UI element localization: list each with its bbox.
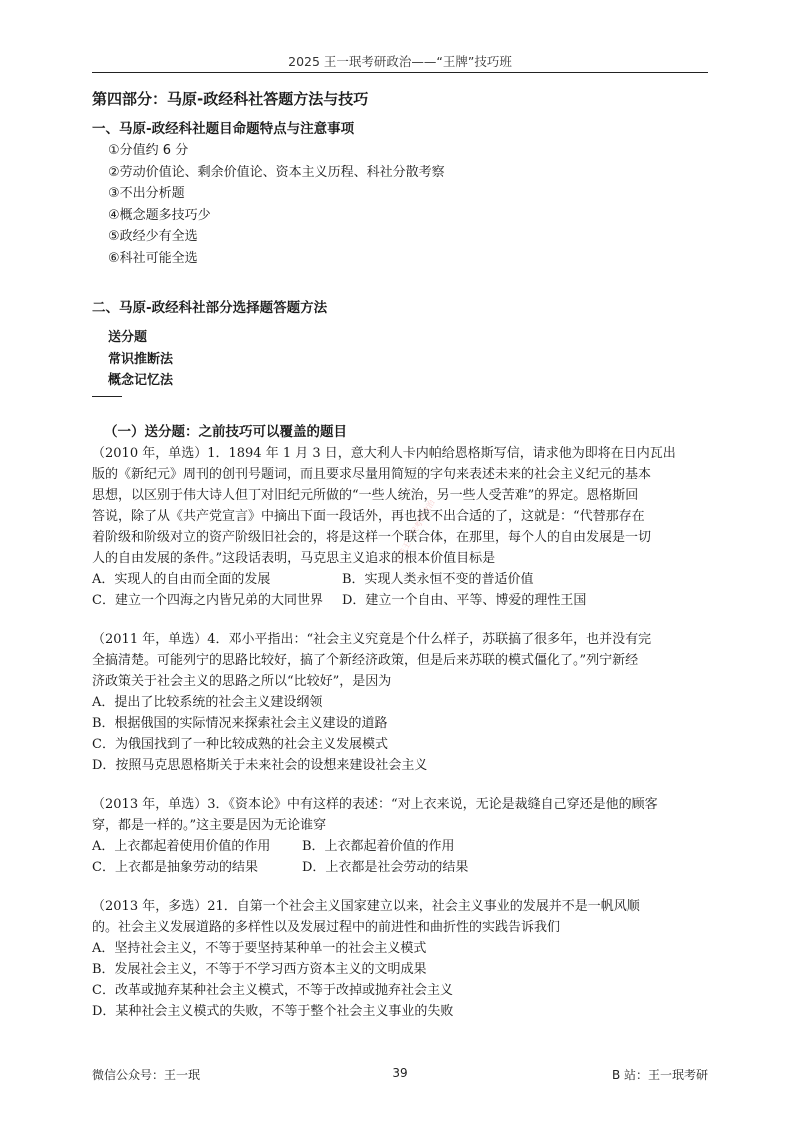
option-d: D．上衣都是社会劳动的结果 xyxy=(302,859,469,875)
question-stem-line: 版的《新纪元》周刊的创刊号题词，而且要求尽量用简短的字句来表述未来的社会主义纪元的基本 xyxy=(92,466,652,482)
question-stem-line: 的。社会主义发展道路的多样性以及发展过程中的前进性和曲折性的实践告诉我们 xyxy=(92,919,561,935)
question-stem-line: 全搞清楚。可能列宁的思路比较好，搞了个新经济政策，但是后来苏联的模式僵化了。”列宁新经 xyxy=(92,652,639,668)
question-block xyxy=(92,794,708,878)
header-divider xyxy=(92,72,708,73)
list-item: ⑤政经少有全选 xyxy=(108,229,198,244)
option-c: C．为俄国找到了一种比较成熟的社会主义发展模式 xyxy=(92,736,388,752)
question-block xyxy=(92,443,708,611)
option-d: D．某种社会主义模式的失败，不等于整个社会主义事业的失败 xyxy=(92,1003,454,1019)
watermark: 认准王一珉考研政治 xyxy=(392,498,437,565)
option-d: D．建立一个自由、平等、博爱的理性王国 xyxy=(342,592,587,608)
method-item: 概念记忆法 xyxy=(108,373,174,388)
list-item: ③不出分析题 xyxy=(108,186,185,201)
option-b: B．发展社会主义，不等于不学习西方资本主义的文明成果 xyxy=(92,961,427,977)
section1-list xyxy=(92,140,708,269)
option-b: B．实现人类永恒不变的普适价值 xyxy=(342,571,534,587)
part-title: 第四部分：马原-政经科社答题方法与技巧 xyxy=(92,90,369,108)
option-c: C．上衣都是抽象劳动的结果 xyxy=(92,859,258,875)
option-row xyxy=(92,569,708,590)
option-b: B．根据俄国的实际情况来探索社会主义建设的道路 xyxy=(92,715,388,731)
footer-wechat: 微信公众号：王一珉 xyxy=(92,1068,201,1082)
question-stem-line: 思想，以区别于伟大诗人但丁对旧纪元所做的“一些人统治，另一些人受苦难”的界定。恩格斯回 xyxy=(92,487,639,503)
question-stem-line: （2011 年，单选）4．邓小平指出：“社会主义究竟是个什么样子，苏联搞了很多年，也并没有完 xyxy=(92,631,652,647)
question-stem-line: 着阶级和阶级对立的资产阶级旧社会的，将是这样一个联合体，在那里，每个人的自由发展是一切 xyxy=(92,529,652,545)
option-row xyxy=(92,590,708,611)
page-content xyxy=(92,86,708,1022)
option-d: D．按照马克思恩格斯关于未来社会的设想来建设社会主义 xyxy=(92,757,428,773)
method-item: 送分题 xyxy=(108,330,148,345)
question-stem-line: 穿，都是一样的。”这主要是因为无论谁穿 xyxy=(92,817,327,833)
list-item: ④概念题多技巧少 xyxy=(108,207,211,223)
option-c: C．改革或抛弃某种社会主义模式，不等于改掉或抛弃社会主义 xyxy=(92,982,453,998)
page-header-title: 2025 王一珉考研政治——“王牌”技巧班 xyxy=(288,54,512,69)
method-list xyxy=(92,327,708,392)
option-row xyxy=(92,836,708,857)
option-a: A．上衣都起着使用价值的作用 xyxy=(92,838,271,854)
list-item: ②劳动价值论、剩余价值论、资本主义历程、科社分散考察 xyxy=(108,164,445,180)
option-a: A．实现人的自由而全面的发展 xyxy=(92,571,271,587)
list-item: ①分值约 6 分 xyxy=(108,143,189,158)
question-stem-line: （2013 年，单选）3．《资本论》中有这样的表述：“对上衣来说，无论是裁缝自己穿还是他的顾客 xyxy=(92,796,658,812)
question-stem-line: （2013 年，多选）21．自第一个社会主义国家建立以来，社会主义事业的发展并不是一帆风顺 xyxy=(92,898,640,914)
question-block xyxy=(92,629,708,776)
page-number: 39 xyxy=(392,1066,408,1080)
subsection-title: （一）送分题：之前技巧可以覆盖的题目 xyxy=(104,423,347,440)
section1-title: 一、马原-政经科社题目命题特点与注意事项 xyxy=(92,121,355,137)
section2-title: 二、马原-政经科社部分选择题答题方法 xyxy=(92,300,328,316)
option-row xyxy=(92,857,708,878)
question-stem-line: 答说，除了从《共产党宣言》中摘出下面一段话外，再也找不出合适的了，这就是：“代替那存在 xyxy=(92,508,645,524)
question-stem-line: 人的自由发展的条件。”这段话表明，马克思主义追求的根本价值目标是 xyxy=(92,550,496,566)
question-block xyxy=(92,896,708,1022)
list-item: ⑥科社可能全选 xyxy=(108,250,198,266)
option-c: C．建立一个四海之内皆兄弟的大同世界 xyxy=(92,592,323,608)
option-a: A．坚持社会主义，不等于要坚持某种单一的社会主义模式 xyxy=(92,940,427,956)
method-item: 常识推断法 xyxy=(108,351,174,367)
question-stem-line: 济政策关于社会主义的思路之所以“比较好”，是因为 xyxy=(92,673,392,689)
option-a: A．提出了比较系统的社会主义建设纲领 xyxy=(92,694,323,710)
option-b: B．上衣都起着价值的作用 xyxy=(302,838,455,854)
question-stem-line: （2010 年，单选）1．1894 年 1 月 3 日，意大利人卡内帕给恩格斯写信，请求他为即将在日内瓦出 xyxy=(92,445,676,461)
footer-bilibili: B 站：王一珉考研 xyxy=(611,1068,708,1082)
